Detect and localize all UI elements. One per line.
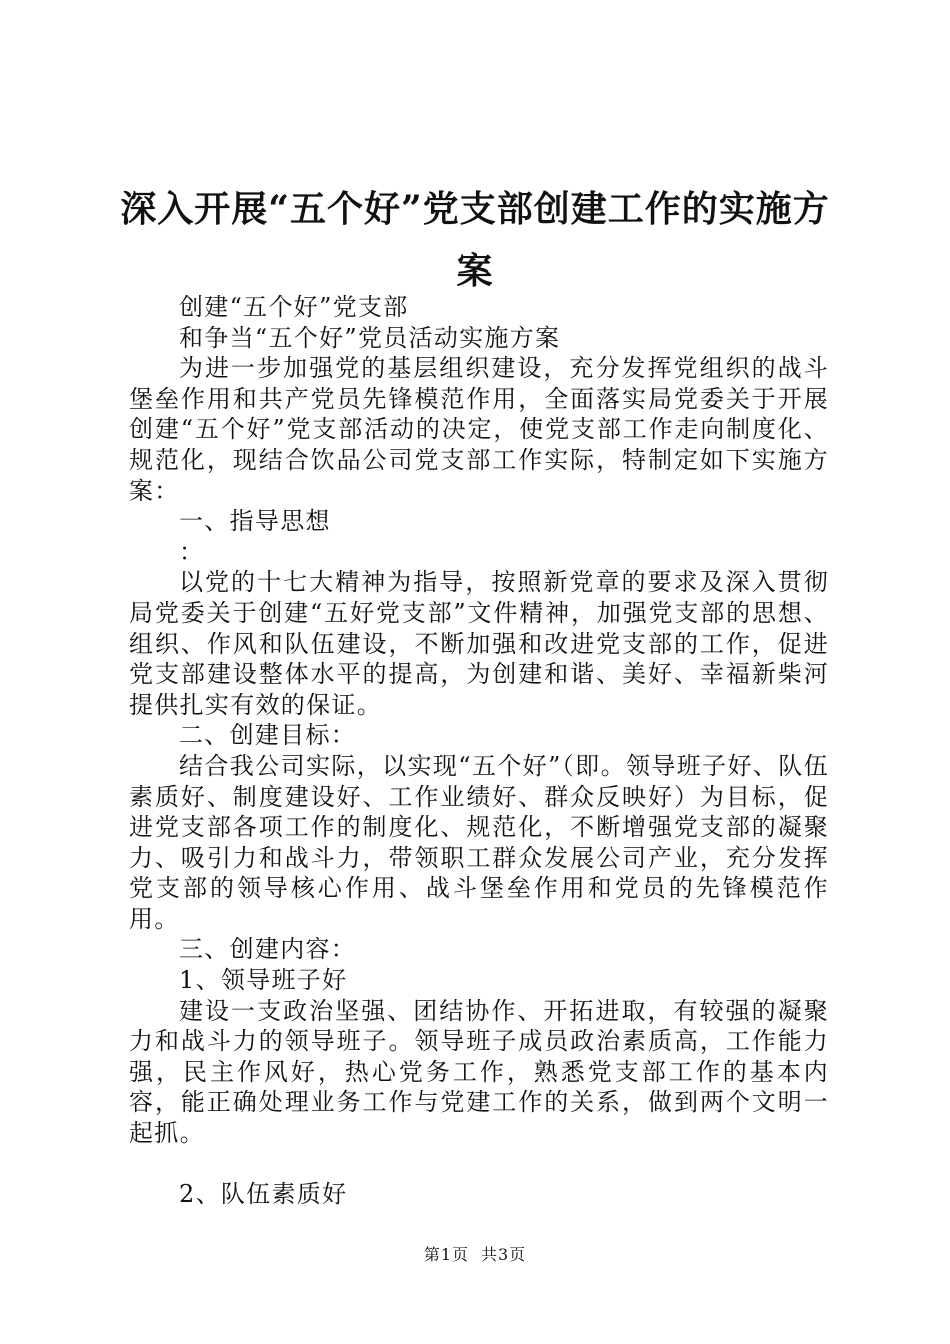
title-line-1: 深入开展“五个好”党支部创建工作的实施方 — [120, 188, 830, 230]
colon-line: ： — [179, 537, 205, 566]
subheading-team-quality: 2、队伍素质好 — [179, 1179, 348, 1208]
page-number-current: 第1页 — [423, 1245, 469, 1264]
page-number-total: 共3页 — [481, 1245, 527, 1264]
heading-content: 三、创建内容： — [179, 935, 357, 964]
paragraph-leadership: 建设一支政治坚强、团结协作、开拓进取，有较强的凝聚力和战斗力的领导班子。领导班子成员政治素质高，工作能力强，民主作风好，热心党务工作，熟悉党支部工作的基本内容，能正确处理业务工作与党建工作的关系，做到两个文明一起抓。 — [129, 996, 829, 1148]
document-title — [100, 178, 850, 302]
subtitle-line-2: 和争当“五个好”党员活动实施方案 — [179, 323, 561, 352]
heading-guiding-thought: 一、指导思想 — [179, 507, 331, 536]
paragraph-intro: 为进一步加强党的基层组织建设，充分发挥党组织的战斗堡垒作用和共产党员先锋模范作用，全面落实局党委关于开展创建“五个好”党支部活动的决定，使党支部工作走向制度化、规范化，现结合饮品公司党支部工作实际，特制定如下实施方案： — [129, 354, 829, 505]
page-footer — [0, 1242, 950, 1265]
subheading-leadership: 1、领导班子好 — [179, 966, 348, 995]
subtitle-line-1: 创建“五个好”党支部 — [179, 293, 409, 321]
title-line-2: 案 — [456, 250, 494, 292]
heading-goals: 二、创建目标： — [179, 721, 357, 750]
paragraph-goals: 结合我公司实际，以实现“五个好”（即。领导班子好、队伍素质好、制度建设好、工作业绩好、群众反映好）为目标，促进党支部各项工作的制度化、规范化，不断增强党支部的凝聚力、吸引力和战斗力，带领职工群众发展公司产业，充分发挥党支部的领导核心作用、战斗堡垒作用和党员的先锋模范作用。 — [129, 751, 829, 933]
paragraph-guiding-thought: 以党的十七大精神为指导，按照新党章的要求及深入贯彻局党委关于创建“五好党支部”文件精神，加强党支部的思想、组织、作风和队伍建设，不断加强和改进党支部的工作，促进党支部建设整体水平的提高，为创建和谐、美好、幸福新柴河提供扎实有效的保证。 — [129, 568, 829, 719]
document-body — [129, 292, 829, 1209]
